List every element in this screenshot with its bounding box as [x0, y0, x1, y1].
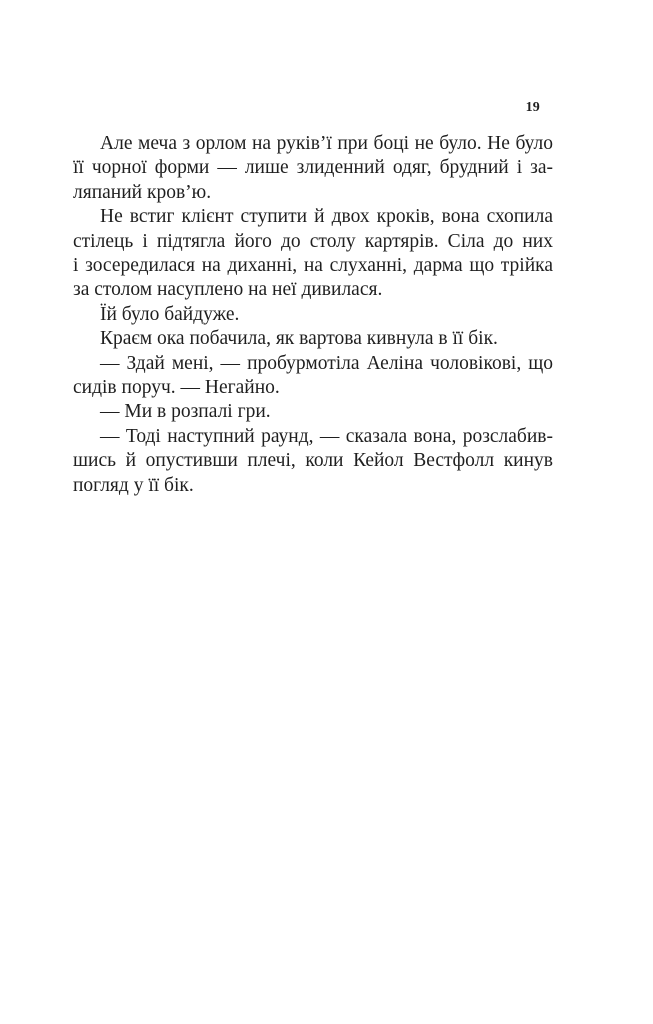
- text-line: її чорної форми — лише злиденний одяг, брудний і за-: [73, 157, 553, 179]
- text-line: Не встиг клієнт ступити й двох кроків, вона схопила: [100, 206, 553, 228]
- text-line: шись й опустивши плечі, коли Кейол Вестфолл кинув: [73, 450, 553, 472]
- text-line: і зосередилася на диханні, на слуханні, дарма що трійка: [73, 255, 553, 277]
- text-line: — Ми в розпалі гри.: [100, 401, 271, 423]
- text-line: ляпаний кров’ю.: [73, 181, 212, 203]
- text-line: за столом насуплено на неї дивилася.: [73, 279, 383, 301]
- body-text: [73, 132, 553, 498]
- text-line: погляд у її бік.: [73, 474, 194, 496]
- text-line: стілець і підтягла його до столу картярів. Сіла до них: [73, 230, 553, 252]
- text-line: — Здай мені, — пробурмотіла Аеліна чоловікові, що: [100, 352, 553, 374]
- text-line: Їй було байдуже.: [100, 303, 240, 325]
- text-line: Але меча з орлом на руків’ї при боці не було. Не було: [100, 133, 553, 154]
- text-line: — Тоді наступний раунд, — сказала вона, розслабив-: [100, 425, 553, 447]
- text-line: Краєм ока побачила, як вартова кивнула в її бік.: [100, 328, 498, 350]
- page-number: 19: [525, 100, 540, 115]
- text-line: сидів поруч. — Негайно.: [73, 377, 280, 399]
